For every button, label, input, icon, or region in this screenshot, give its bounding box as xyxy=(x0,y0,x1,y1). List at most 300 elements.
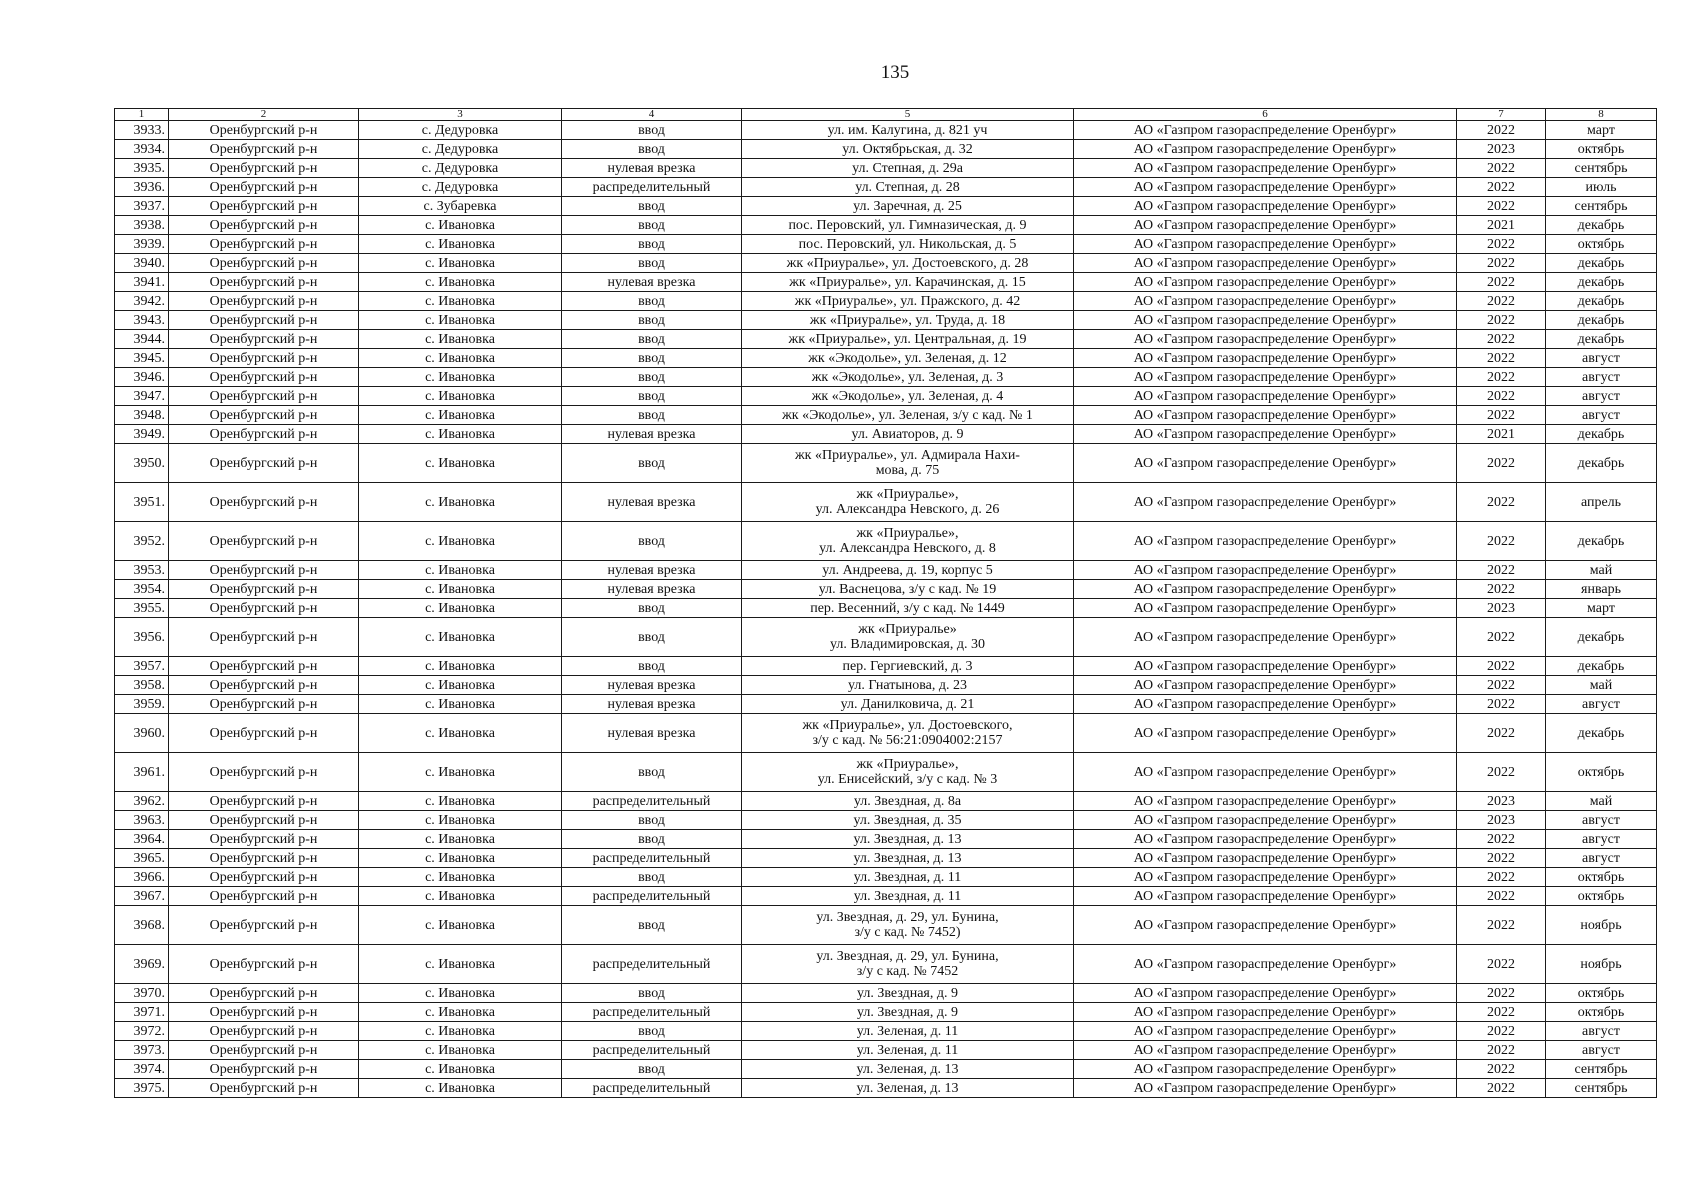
connection-type-cell: нулевая врезка xyxy=(562,580,742,599)
address-line: ул. им. Калугина, д. 821 уч xyxy=(827,122,988,138)
address-cell xyxy=(742,1060,1074,1079)
table-row xyxy=(115,406,1657,425)
address-line: ул. Звездная, д. 11 xyxy=(853,869,962,885)
year-cell: 2022 xyxy=(1457,273,1546,292)
locality-cell: с. Ивановка xyxy=(359,695,562,714)
column-header: 2 xyxy=(169,109,359,121)
district-cell: Оренбургский р-н xyxy=(169,1060,359,1079)
row-number-cell: 3952. xyxy=(115,522,169,561)
district-cell: Оренбургский р-н xyxy=(169,618,359,657)
organization-cell: АО «Газпром газораспределение Оренбург» xyxy=(1074,811,1457,830)
year-cell: 2022 xyxy=(1457,197,1546,216)
connection-type-cell: ввод xyxy=(562,522,742,561)
district-cell: Оренбургский р-н xyxy=(169,906,359,945)
organization-cell: АО «Газпром газораспределение Оренбург» xyxy=(1074,830,1457,849)
month-cell: март xyxy=(1546,121,1657,140)
address-line: жк «Приуралье», xyxy=(856,526,959,541)
table-row xyxy=(115,830,1657,849)
organization-cell: АО «Газпром газораспределение Оренбург» xyxy=(1074,483,1457,522)
row-number-cell: 3955. xyxy=(115,599,169,618)
table-row xyxy=(115,984,1657,1003)
district-cell: Оренбургский р-н xyxy=(169,1003,359,1022)
month-cell: сентябрь xyxy=(1546,159,1657,178)
address-cell xyxy=(742,945,1074,984)
district-cell: Оренбургский р-н xyxy=(169,695,359,714)
organization-cell: АО «Газпром газораспределение Оренбург» xyxy=(1074,868,1457,887)
table-row xyxy=(115,811,1657,830)
table-row xyxy=(115,792,1657,811)
table-row xyxy=(115,235,1657,254)
table-row xyxy=(115,714,1657,753)
year-cell: 2022 xyxy=(1457,292,1546,311)
address-cell xyxy=(742,1003,1074,1022)
locality-cell: с. Ивановка xyxy=(359,444,562,483)
district-cell: Оренбургский р-н xyxy=(169,368,359,387)
organization-cell: АО «Газпром газораспределение Оренбург» xyxy=(1074,676,1457,695)
row-number-cell: 3963. xyxy=(115,811,169,830)
column-number-row xyxy=(115,109,1657,121)
organization-cell: АО «Газпром газораспределение Оренбург» xyxy=(1074,197,1457,216)
month-cell: октябрь xyxy=(1546,887,1657,906)
address-cell xyxy=(742,984,1074,1003)
organization-cell: АО «Газпром газораспределение Оренбург» xyxy=(1074,792,1457,811)
year-cell: 2022 xyxy=(1457,849,1546,868)
month-cell: декабрь xyxy=(1546,216,1657,235)
organization-cell: АО «Газпром газораспределение Оренбург» xyxy=(1074,522,1457,561)
district-cell: Оренбургский р-н xyxy=(169,1041,359,1060)
district-cell: Оренбургский р-н xyxy=(169,406,359,425)
district-cell: Оренбургский р-н xyxy=(169,657,359,676)
address-cell xyxy=(742,849,1074,868)
column-header: 3 xyxy=(359,109,562,121)
table-row xyxy=(115,216,1657,235)
organization-cell: АО «Газпром газораспределение Оренбург» xyxy=(1074,444,1457,483)
organization-cell: АО «Газпром газораспределение Оренбург» xyxy=(1074,984,1457,1003)
connection-type-cell: ввод xyxy=(562,599,742,618)
address-cell xyxy=(742,657,1074,676)
month-cell: август xyxy=(1546,849,1657,868)
connection-type-cell: ввод xyxy=(562,197,742,216)
locality-cell: с. Ивановка xyxy=(359,1022,562,1041)
address-line: ул. Звездная, д. 8а xyxy=(853,793,962,809)
district-cell: Оренбургский р-н xyxy=(169,235,359,254)
connection-type-cell: ввод xyxy=(562,811,742,830)
locality-cell: с. Ивановка xyxy=(359,483,562,522)
address-line: жк «Экодолье», ул. Зеленая, д. 12 xyxy=(808,350,1007,366)
year-cell: 2023 xyxy=(1457,811,1546,830)
locality-cell: с. Ивановка xyxy=(359,1079,562,1098)
organization-cell: АО «Газпром газораспределение Оренбург» xyxy=(1074,273,1457,292)
district-cell: Оренбургский р-н xyxy=(169,311,359,330)
year-cell: 2023 xyxy=(1457,599,1546,618)
locality-cell: с. Ивановка xyxy=(359,387,562,406)
address-line: мова, д. 75 xyxy=(875,463,940,478)
row-number-cell: 3950. xyxy=(115,444,169,483)
table-body xyxy=(115,121,1657,1098)
table-row xyxy=(115,140,1657,159)
row-number-cell: 3953. xyxy=(115,561,169,580)
connection-type-cell: ввод xyxy=(562,406,742,425)
month-cell: август xyxy=(1546,368,1657,387)
table-row xyxy=(115,906,1657,945)
locality-cell: с. Ивановка xyxy=(359,811,562,830)
table-row xyxy=(115,121,1657,140)
row-number-cell: 3962. xyxy=(115,792,169,811)
address-cell xyxy=(742,868,1074,887)
address-cell xyxy=(742,887,1074,906)
month-cell: декабрь xyxy=(1546,311,1657,330)
connection-type-cell: ввод xyxy=(562,444,742,483)
locality-cell: с. Ивановка xyxy=(359,753,562,792)
year-cell: 2022 xyxy=(1457,159,1546,178)
address-line: ул. Звездная, д. 29, ул. Бунина, xyxy=(816,910,999,925)
address-cell xyxy=(742,830,1074,849)
row-number-cell: 3942. xyxy=(115,292,169,311)
address-line: ул. Октябрьская, д. 32 xyxy=(842,141,973,157)
address-line: ул. Звездная, д. 13 xyxy=(853,831,962,847)
district-cell: Оренбургский р-н xyxy=(169,830,359,849)
year-cell: 2022 xyxy=(1457,1003,1546,1022)
year-cell: 2021 xyxy=(1457,216,1546,235)
locality-cell: с. Ивановка xyxy=(359,216,562,235)
district-cell: Оренбургский р-н xyxy=(169,292,359,311)
address-cell xyxy=(742,1079,1074,1098)
address-cell xyxy=(742,561,1074,580)
month-cell: март xyxy=(1546,599,1657,618)
connection-type-cell: нулевая врезка xyxy=(562,273,742,292)
row-number-cell: 3944. xyxy=(115,330,169,349)
month-cell: декабрь xyxy=(1546,714,1657,753)
organization-cell: АО «Газпром газораспределение Оренбург» xyxy=(1074,1041,1457,1060)
row-number-cell: 3935. xyxy=(115,159,169,178)
address-cell xyxy=(742,714,1074,753)
connection-type-cell: ввод xyxy=(562,311,742,330)
address-line: жк «Экодолье», ул. Зеленая, з/у с кад. № 1 xyxy=(782,407,1033,423)
organization-cell: АО «Газпром газораспределение Оренбург» xyxy=(1074,945,1457,984)
locality-cell: с. Ивановка xyxy=(359,235,562,254)
column-header: 8 xyxy=(1546,109,1657,121)
address-cell xyxy=(742,254,1074,273)
year-cell: 2022 xyxy=(1457,522,1546,561)
connection-type-cell: распределительный xyxy=(562,1003,742,1022)
address-cell xyxy=(742,216,1074,235)
month-cell: декабрь xyxy=(1546,273,1657,292)
address-line: ул. Степная, д. 29а xyxy=(852,160,963,176)
month-cell: октябрь xyxy=(1546,140,1657,159)
address-line: ул. Звездная, д. 35 xyxy=(853,812,962,828)
address-line: жк «Приуралье», ул. Труда, д. 18 xyxy=(809,312,1006,328)
row-number-cell: 3970. xyxy=(115,984,169,1003)
address-cell xyxy=(742,406,1074,425)
organization-cell: АО «Газпром газораспределение Оренбург» xyxy=(1074,330,1457,349)
month-cell: август xyxy=(1546,387,1657,406)
district-cell: Оренбургский р-н xyxy=(169,121,359,140)
organization-cell: АО «Газпром газораспределение Оренбург» xyxy=(1074,714,1457,753)
address-line: ул. Зеленая, д. 11 xyxy=(856,1023,959,1039)
organization-cell: АО «Газпром газораспределение Оренбург» xyxy=(1074,1079,1457,1098)
row-number-cell: 3968. xyxy=(115,906,169,945)
table-row xyxy=(115,753,1657,792)
district-cell: Оренбургский р-н xyxy=(169,561,359,580)
address-cell xyxy=(742,197,1074,216)
locality-cell: с. Дедуровка xyxy=(359,121,562,140)
locality-cell: с. Ивановка xyxy=(359,580,562,599)
month-cell: октябрь xyxy=(1546,235,1657,254)
month-cell: сентябрь xyxy=(1546,1079,1657,1098)
address-cell xyxy=(742,349,1074,368)
address-cell xyxy=(742,292,1074,311)
row-number-cell: 3933. xyxy=(115,121,169,140)
row-number-cell: 3951. xyxy=(115,483,169,522)
connection-type-cell: ввод xyxy=(562,349,742,368)
month-cell: октябрь xyxy=(1546,753,1657,792)
address-line: ул. Зеленая, д. 13 xyxy=(856,1080,959,1096)
locality-cell: с. Дедуровка xyxy=(359,178,562,197)
row-number-cell: 3943. xyxy=(115,311,169,330)
table-row xyxy=(115,1041,1657,1060)
address-cell xyxy=(742,235,1074,254)
district-cell: Оренбургский р-н xyxy=(169,676,359,695)
district-cell: Оренбургский р-н xyxy=(169,714,359,753)
month-cell: сентябрь xyxy=(1546,197,1657,216)
column-header: 5 xyxy=(742,109,1074,121)
address-line: жк «Приуралье» xyxy=(858,622,957,637)
address-cell xyxy=(742,906,1074,945)
connection-type-cell: ввод xyxy=(562,292,742,311)
organization-cell: АО «Газпром газораспределение Оренбург» xyxy=(1074,311,1457,330)
address-line: пер. Весенний, з/у с кад. № 1449 xyxy=(810,600,1005,616)
address-line: ул. Владимировская, д. 30 xyxy=(830,637,985,652)
month-cell: декабрь xyxy=(1546,618,1657,657)
address-line: жк «Приуралье», ул. Достоевского, д. 28 xyxy=(786,255,1029,271)
connection-type-cell: нулевая врезка xyxy=(562,695,742,714)
table-row xyxy=(115,1003,1657,1022)
organization-cell: АО «Газпром газораспределение Оренбург» xyxy=(1074,216,1457,235)
locality-cell: с. Ивановка xyxy=(359,887,562,906)
row-number-cell: 3937. xyxy=(115,197,169,216)
district-cell: Оренбургский р-н xyxy=(169,254,359,273)
month-cell: декабрь xyxy=(1546,425,1657,444)
table-row xyxy=(115,561,1657,580)
address-line: жк «Приуралье», ул. Адмирала Нахи- xyxy=(795,448,1020,463)
organization-cell: АО «Газпром газораспределение Оренбург» xyxy=(1074,387,1457,406)
month-cell: август xyxy=(1546,695,1657,714)
table-row xyxy=(115,887,1657,906)
connection-type-cell: нулевая врезка xyxy=(562,159,742,178)
locality-cell: с. Ивановка xyxy=(359,714,562,753)
address-line: ул. Зеленая, д. 11 xyxy=(856,1042,959,1058)
locality-cell: с. Ивановка xyxy=(359,406,562,425)
district-cell: Оренбургский р-н xyxy=(169,792,359,811)
district-cell: Оренбургский р-н xyxy=(169,868,359,887)
table-row xyxy=(115,676,1657,695)
district-cell: Оренбургский р-н xyxy=(169,1079,359,1098)
year-cell: 2022 xyxy=(1457,945,1546,984)
row-number-cell: 3966. xyxy=(115,868,169,887)
organization-cell: АО «Газпром газораспределение Оренбург» xyxy=(1074,599,1457,618)
row-number-cell: 3938. xyxy=(115,216,169,235)
address-cell xyxy=(742,311,1074,330)
row-number-cell: 3945. xyxy=(115,349,169,368)
year-cell: 2022 xyxy=(1457,1041,1546,1060)
locality-cell: с. Ивановка xyxy=(359,792,562,811)
month-cell: август xyxy=(1546,830,1657,849)
address-line: ул. Звездная, д. 9 xyxy=(857,1004,958,1020)
organization-cell: АО «Газпром газораспределение Оренбург» xyxy=(1074,849,1457,868)
month-cell: декабрь xyxy=(1546,522,1657,561)
organization-cell: АО «Газпром газораспределение Оренбург» xyxy=(1074,349,1457,368)
month-cell: август xyxy=(1546,1022,1657,1041)
row-number-cell: 3960. xyxy=(115,714,169,753)
table-row xyxy=(115,178,1657,197)
connection-type-cell: ввод xyxy=(562,868,742,887)
address-line: жк «Приуралье», xyxy=(856,757,959,772)
year-cell: 2022 xyxy=(1457,695,1546,714)
connection-type-cell: ввод xyxy=(562,618,742,657)
address-cell xyxy=(742,1041,1074,1060)
district-cell: Оренбургский р-н xyxy=(169,444,359,483)
address-line: з/у с кад. № 56:21:0904002:2157 xyxy=(812,733,1003,748)
row-number-cell: 3940. xyxy=(115,254,169,273)
organization-cell: АО «Газпром газораспределение Оренбург» xyxy=(1074,235,1457,254)
connection-type-cell: ввод xyxy=(562,140,742,159)
gasification-table xyxy=(114,108,1657,1098)
row-number-cell: 3969. xyxy=(115,945,169,984)
connection-type-cell: распределительный xyxy=(562,1079,742,1098)
address-line: жк «Приуралье», ул. Достоевского, xyxy=(802,718,1013,733)
row-number-cell: 3958. xyxy=(115,676,169,695)
organization-cell: АО «Газпром газораспределение Оренбург» xyxy=(1074,561,1457,580)
address-cell xyxy=(742,140,1074,159)
organization-cell: АО «Газпром газораспределение Оренбург» xyxy=(1074,292,1457,311)
row-number-cell: 3974. xyxy=(115,1060,169,1079)
organization-cell: АО «Газпром газораспределение Оренбург» xyxy=(1074,887,1457,906)
district-cell: Оренбургский р-н xyxy=(169,522,359,561)
year-cell: 2022 xyxy=(1457,618,1546,657)
year-cell: 2022 xyxy=(1457,1079,1546,1098)
connection-type-cell: нулевая врезка xyxy=(562,676,742,695)
year-cell: 2022 xyxy=(1457,714,1546,753)
year-cell: 2022 xyxy=(1457,254,1546,273)
year-cell: 2022 xyxy=(1457,311,1546,330)
district-cell: Оренбургский р-н xyxy=(169,216,359,235)
address-cell xyxy=(742,273,1074,292)
address-cell xyxy=(742,178,1074,197)
organization-cell: АО «Газпром газораспределение Оренбург» xyxy=(1074,657,1457,676)
organization-cell: АО «Газпром газораспределение Оренбург» xyxy=(1074,1003,1457,1022)
table-row xyxy=(115,657,1657,676)
table-row xyxy=(115,849,1657,868)
month-cell: декабрь xyxy=(1546,292,1657,311)
locality-cell: с. Ивановка xyxy=(359,1003,562,1022)
connection-type-cell: ввод xyxy=(562,657,742,676)
address-cell xyxy=(742,599,1074,618)
address-cell xyxy=(742,483,1074,522)
organization-cell: АО «Газпром газораспределение Оренбург» xyxy=(1074,159,1457,178)
locality-cell: с. Ивановка xyxy=(359,522,562,561)
organization-cell: АО «Газпром газораспределение Оренбург» xyxy=(1074,753,1457,792)
connection-type-cell: ввод xyxy=(562,830,742,849)
district-cell: Оренбургский р-н xyxy=(169,178,359,197)
address-line: ул. Васнецова, з/у с кад. № 19 xyxy=(818,581,997,597)
locality-cell: с. Зубаревка xyxy=(359,197,562,216)
district-cell: Оренбургский р-н xyxy=(169,580,359,599)
locality-cell: с. Ивановка xyxy=(359,561,562,580)
month-cell: декабрь xyxy=(1546,444,1657,483)
connection-type-cell: ввод xyxy=(562,254,742,273)
organization-cell: АО «Газпром газораспределение Оренбург» xyxy=(1074,695,1457,714)
district-cell: Оренбургский р-н xyxy=(169,753,359,792)
organization-cell: АО «Газпром газораспределение Оренбург» xyxy=(1074,1060,1457,1079)
row-number-cell: 3941. xyxy=(115,273,169,292)
table-row xyxy=(115,254,1657,273)
connection-type-cell: распределительный xyxy=(562,178,742,197)
connection-type-cell: ввод xyxy=(562,1060,742,1079)
table-row xyxy=(115,695,1657,714)
locality-cell: с. Ивановка xyxy=(359,945,562,984)
column-header: 6 xyxy=(1074,109,1457,121)
table-row xyxy=(115,599,1657,618)
address-line: ул. Звездная, д. 11 xyxy=(853,888,962,904)
connection-type-cell: ввод xyxy=(562,984,742,1003)
table-row xyxy=(115,580,1657,599)
address-line: ул. Звездная, д. 29, ул. Бунина, xyxy=(816,949,999,964)
address-line: ул. Звездная, д. 13 xyxy=(853,850,962,866)
month-cell: декабрь xyxy=(1546,254,1657,273)
connection-type-cell: ввод xyxy=(562,121,742,140)
address-cell xyxy=(742,159,1074,178)
year-cell: 2022 xyxy=(1457,657,1546,676)
month-cell: май xyxy=(1546,792,1657,811)
connection-type-cell: ввод xyxy=(562,753,742,792)
address-cell xyxy=(742,330,1074,349)
locality-cell: с. Ивановка xyxy=(359,349,562,368)
locality-cell: с. Ивановка xyxy=(359,1041,562,1060)
row-number-cell: 3959. xyxy=(115,695,169,714)
organization-cell: АО «Газпром газораспределение Оренбург» xyxy=(1074,140,1457,159)
month-cell: сентябрь xyxy=(1546,1060,1657,1079)
organization-cell: АО «Газпром газораспределение Оренбург» xyxy=(1074,425,1457,444)
year-cell: 2022 xyxy=(1457,406,1546,425)
address-cell xyxy=(742,121,1074,140)
address-line: жк «Приуралье», ул. Пражского, д. 42 xyxy=(794,293,1021,309)
row-number-cell: 3972. xyxy=(115,1022,169,1041)
locality-cell: с. Ивановка xyxy=(359,906,562,945)
month-cell: декабрь xyxy=(1546,657,1657,676)
year-cell: 2022 xyxy=(1457,349,1546,368)
district-cell: Оренбургский р-н xyxy=(169,140,359,159)
address-line: ул. Данилковича, д. 21 xyxy=(840,696,975,712)
organization-cell: АО «Газпром газораспределение Оренбург» xyxy=(1074,906,1457,945)
locality-cell: с. Ивановка xyxy=(359,849,562,868)
address-cell xyxy=(742,387,1074,406)
month-cell: октябрь xyxy=(1546,868,1657,887)
address-line: з/у с кад. № 7452 xyxy=(856,964,959,979)
month-cell: август xyxy=(1546,811,1657,830)
address-cell xyxy=(742,444,1074,483)
address-line: ул. Александра Невского, д. 26 xyxy=(815,502,1000,517)
table-row xyxy=(115,330,1657,349)
address-line: ул. Заречная, д. 25 xyxy=(853,198,962,214)
year-cell: 2022 xyxy=(1457,887,1546,906)
year-cell: 2022 xyxy=(1457,330,1546,349)
district-cell: Оренбургский р-н xyxy=(169,387,359,406)
row-number-cell: 3965. xyxy=(115,849,169,868)
table-row xyxy=(115,1079,1657,1098)
year-cell: 2022 xyxy=(1457,121,1546,140)
locality-cell: с. Ивановка xyxy=(359,830,562,849)
address-cell xyxy=(742,676,1074,695)
